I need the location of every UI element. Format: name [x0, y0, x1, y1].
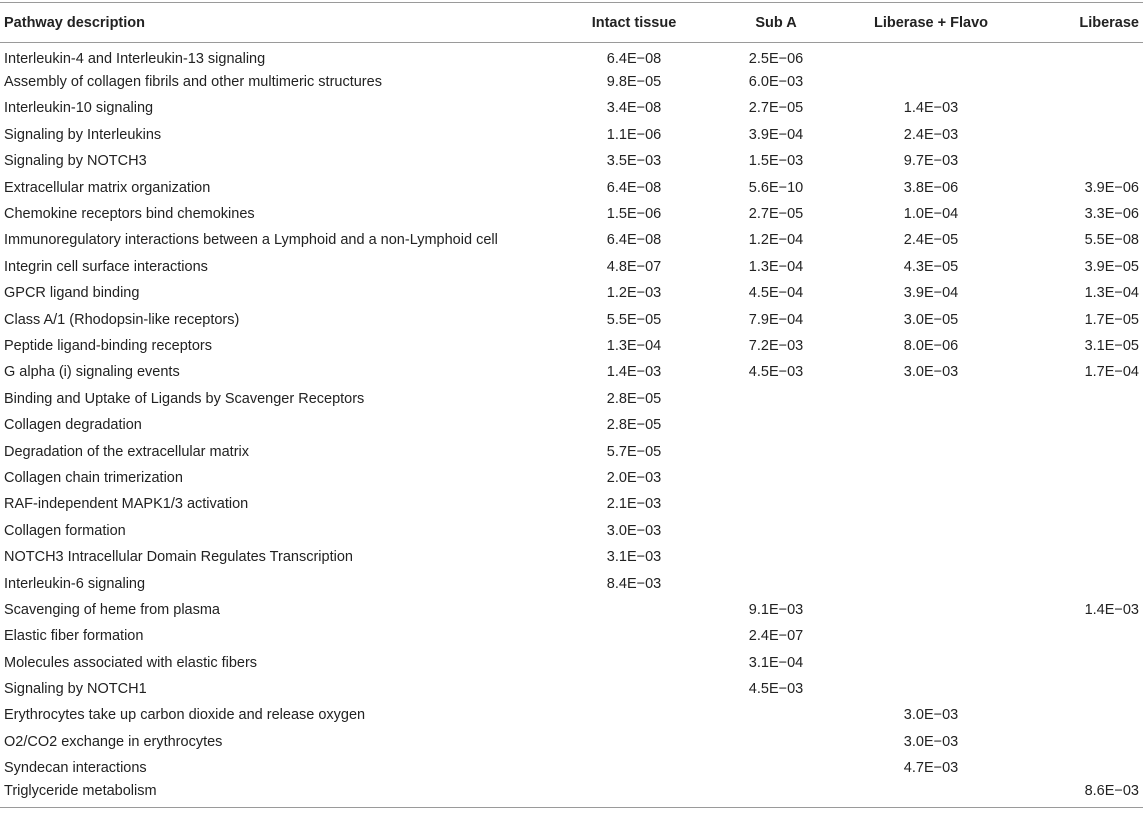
- cell-sub-a: [720, 438, 868, 464]
- table-row: [0, 465, 1143, 491]
- cell-pathway-description: Interleukin-10 signaling: [4, 100, 154, 117]
- cell-liberase-flavo: 3.9E−04: [903, 285, 959, 302]
- table-row: [0, 227, 1143, 253]
- cell-sub-a: 5.6E−10: [748, 179, 804, 196]
- cell-pathway-description: Integrin cell surface interactions: [4, 258, 208, 275]
- header-liberase: Liberase: [1020, 3, 1143, 43]
- table-row: [0, 43, 1143, 69]
- cell-sub-a: 4.5E−03: [748, 364, 804, 381]
- cell-intact-tissue: 5.5E−05: [606, 311, 662, 328]
- cell-sub-a: [720, 386, 868, 412]
- cell-pathway-description: Signaling by NOTCH1: [4, 681, 147, 698]
- cell-pathway-description: Collagen degradation: [4, 417, 142, 434]
- cell-liberase: 3.9E−05: [1084, 258, 1139, 275]
- header-intact-tissue: Intact tissue: [572, 3, 720, 43]
- header-row: [0, 3, 1143, 43]
- table-row: [0, 306, 1143, 332]
- header-pathway-description: Pathway description: [0, 3, 572, 43]
- cell-intact-tissue: 3.0E−03: [606, 522, 662, 539]
- cell-intact-tissue: 6.4E−08: [606, 179, 662, 196]
- cell-intact-tissue: [572, 702, 720, 728]
- cell-intact-tissue: 6.4E−08: [606, 50, 662, 67]
- cell-intact-tissue: [572, 755, 720, 781]
- cell-liberase-flavo: 3.0E−05: [903, 311, 959, 328]
- cell-liberase: 3.1E−05: [1084, 337, 1139, 354]
- cell-pathway-description: Elastic fiber formation: [4, 628, 144, 645]
- cell-pathway-description: O2/CO2 exchange in erythrocytes: [4, 733, 223, 750]
- cell-pathway-description: Immunoregulatory interactions between a Lymphoid and a non-Lymphoid cell: [4, 232, 498, 249]
- cell-liberase: [1020, 491, 1143, 517]
- cell-sub-a: [720, 491, 868, 517]
- cell-liberase-flavo: [868, 570, 1020, 596]
- cell-sub-a: [720, 755, 868, 781]
- table-row: [0, 781, 1143, 807]
- cell-intact-tissue: 3.4E−08: [606, 100, 662, 117]
- cell-liberase-flavo: [868, 412, 1020, 438]
- table-row: [0, 597, 1143, 623]
- cell-liberase: 1.3E−04: [1084, 285, 1139, 302]
- cell-liberase: [1020, 649, 1143, 675]
- table-row: [0, 518, 1143, 544]
- cell-sub-a: [720, 544, 868, 570]
- cell-liberase-flavo: [868, 465, 1020, 491]
- cell-intact-tissue: 6.4E−08: [606, 232, 662, 249]
- cell-liberase-flavo: [868, 781, 1020, 807]
- cell-liberase: [1020, 148, 1143, 174]
- cell-intact-tissue: [572, 649, 720, 675]
- cell-liberase-flavo: [868, 676, 1020, 702]
- cell-sub-a: 7.2E−03: [748, 337, 804, 354]
- table-row: [0, 122, 1143, 148]
- cell-intact-tissue: 1.2E−03: [606, 285, 662, 302]
- cell-sub-a: 2.5E−06: [748, 50, 804, 67]
- cell-liberase-flavo: 4.3E−05: [903, 258, 959, 275]
- cell-pathway-description: Chemokine receptors bind chemokines: [4, 206, 255, 223]
- cell-pathway-description: Collagen formation: [4, 522, 126, 539]
- cell-pathway-description: NOTCH3 Intracellular Domain Regulates Transcription: [4, 549, 353, 566]
- table-row: [0, 359, 1143, 385]
- cell-pathway-description: Peptide ligand-binding receptors: [4, 337, 212, 354]
- cell-liberase-flavo: 1.0E−04: [903, 206, 959, 223]
- cell-intact-tissue: 2.0E−03: [606, 469, 662, 486]
- header-liberase-flavo: Liberase + Flavo: [868, 3, 1020, 43]
- cell-liberase: [1020, 122, 1143, 148]
- cell-liberase-flavo: [868, 623, 1020, 649]
- table-row: [0, 148, 1143, 174]
- cell-liberase: 1.7E−05: [1084, 311, 1139, 328]
- table-row: [0, 174, 1143, 200]
- cell-sub-a: [720, 518, 868, 544]
- cell-intact-tissue: [572, 597, 720, 623]
- cell-intact-tissue: 3.5E−03: [606, 153, 662, 170]
- cell-liberase: [1020, 412, 1143, 438]
- cell-intact-tissue: 1.3E−04: [606, 337, 662, 354]
- cell-liberase: [1020, 465, 1143, 491]
- cell-sub-a: 2.7E−05: [748, 100, 804, 117]
- table-row: [0, 755, 1143, 781]
- cell-liberase-flavo: 9.7E−03: [903, 153, 959, 170]
- cell-liberase-flavo: [868, 649, 1020, 675]
- cell-liberase-flavo: [868, 491, 1020, 517]
- cell-liberase-flavo: 2.4E−05: [903, 232, 959, 249]
- cell-intact-tissue: 1.4E−03: [606, 364, 662, 381]
- cell-sub-a: 7.9E−04: [748, 311, 804, 328]
- cell-pathway-description: Scavenging of heme from plasma: [4, 601, 220, 618]
- cell-sub-a: 3.9E−04: [748, 126, 804, 143]
- cell-sub-a: 1.5E−03: [748, 153, 804, 170]
- cell-intact-tissue: 2.1E−03: [606, 496, 662, 513]
- cell-liberase: 3.3E−06: [1084, 206, 1139, 223]
- cell-pathway-description: RAF-independent MAPK1/3 activation: [4, 496, 249, 513]
- cell-pathway-description: Erythrocytes take up carbon dioxide and release oxygen: [4, 707, 366, 724]
- cell-sub-a: 4.5E−04: [748, 285, 804, 302]
- table-row: [0, 649, 1143, 675]
- table-row: [0, 412, 1143, 438]
- table-row: [0, 333, 1143, 359]
- cell-liberase-flavo: 4.7E−03: [903, 760, 959, 777]
- cell-liberase-flavo: 8.0E−06: [903, 337, 959, 354]
- cell-pathway-description: Interleukin-4 and Interleukin-13 signaling: [4, 50, 266, 67]
- table-row: [0, 702, 1143, 728]
- cell-intact-tissue: 2.8E−05: [606, 417, 662, 434]
- table-body: [0, 43, 1143, 808]
- cell-intact-tissue: 1.5E−06: [606, 206, 662, 223]
- cell-liberase-flavo: 3.0E−03: [903, 707, 959, 724]
- table-row: [0, 386, 1143, 412]
- cell-liberase: 3.9E−06: [1084, 179, 1139, 196]
- cell-intact-tissue: 5.7E−05: [606, 443, 662, 460]
- cell-liberase-flavo: 3.0E−03: [903, 364, 959, 381]
- cell-liberase: [1020, 729, 1143, 755]
- cell-pathway-description: G alpha (i) signaling events: [4, 364, 180, 381]
- cell-liberase-flavo: [868, 386, 1020, 412]
- cell-pathway-description: Collagen chain trimerization: [4, 469, 183, 486]
- cell-liberase: 8.6E−03: [1020, 781, 1143, 807]
- cell-liberase: [1020, 386, 1143, 412]
- table-row: [0, 676, 1143, 702]
- cell-pathway-description: Extracellular matrix organization: [4, 179, 211, 196]
- cell-sub-a: 6.0E−03: [748, 74, 804, 91]
- cell-liberase-flavo: 3.0E−03: [903, 733, 959, 750]
- table-header: [0, 3, 1143, 43]
- cell-sub-a: 2.7E−05: [748, 206, 804, 223]
- cell-intact-tissue: [572, 676, 720, 702]
- cell-liberase: [1020, 702, 1143, 728]
- table-row: [0, 570, 1143, 596]
- cell-liberase-flavo: [868, 43, 1020, 69]
- cell-liberase: [1020, 518, 1143, 544]
- cell-liberase: [1020, 623, 1143, 649]
- cell-liberase-flavo: [868, 438, 1020, 464]
- cell-intact-tissue: 1.1E−06: [606, 126, 662, 143]
- cell-intact-tissue: 3.1E−03: [606, 549, 662, 566]
- table-row: [0, 544, 1143, 570]
- table-row: [0, 69, 1143, 95]
- cell-pathway-description: Syndecan interactions: [4, 760, 147, 777]
- cell-liberase: [1020, 570, 1143, 596]
- cell-pathway-description: Molecules associated with elastic fibers: [4, 654, 258, 671]
- cell-pathway-description: Binding and Uptake of Ligands by Scavenger Receptors: [4, 390, 365, 407]
- cell-intact-tissue: 2.8E−05: [606, 390, 662, 407]
- cell-sub-a: 3.1E−04: [748, 654, 804, 671]
- cell-liberase: [1020, 755, 1143, 781]
- cell-liberase-flavo: 3.8E−06: [903, 179, 959, 196]
- table-row: [0, 623, 1143, 649]
- table-row: [0, 201, 1143, 227]
- cell-pathway-description: Assembly of collagen fibrils and other multimeric structures: [4, 74, 382, 91]
- table-row: [0, 491, 1143, 517]
- cell-intact-tissue: [572, 781, 720, 807]
- cell-intact-tissue: 9.8E−05: [606, 74, 662, 91]
- cell-liberase: 1.4E−03: [1084, 601, 1139, 618]
- cell-liberase: 5.5E−08: [1084, 232, 1139, 249]
- cell-sub-a: 1.3E−04: [748, 258, 804, 275]
- cell-liberase: [1020, 438, 1143, 464]
- cell-intact-tissue: 8.4E−03: [606, 575, 662, 592]
- cell-pathway-description: Degradation of the extracellular matrix: [4, 443, 250, 460]
- table-row: [0, 729, 1143, 755]
- cell-intact-tissue: [572, 729, 720, 755]
- cell-liberase: [1020, 95, 1143, 121]
- cell-sub-a: 4.5E−03: [748, 681, 804, 698]
- header-sub-a: Sub A: [720, 3, 868, 43]
- cell-liberase: [1020, 544, 1143, 570]
- cell-liberase-flavo: [868, 544, 1020, 570]
- cell-sub-a: 9.1E−03: [748, 601, 804, 618]
- cell-liberase: [1020, 676, 1143, 702]
- cell-sub-a: [720, 729, 868, 755]
- cell-pathway-description: Triglyceride metabolism: [0, 781, 572, 807]
- cell-liberase-flavo: [868, 597, 1020, 623]
- cell-pathway-description: Signaling by NOTCH3: [4, 153, 147, 170]
- cell-pathway-description: GPCR ligand binding: [4, 285, 140, 302]
- cell-pathway-description: Class A/1 (Rhodopsin-like receptors): [4, 311, 240, 328]
- cell-liberase-flavo: 1.4E−03: [903, 100, 959, 117]
- cell-sub-a: [720, 781, 868, 807]
- cell-sub-a: [720, 412, 868, 438]
- cell-liberase: [1020, 43, 1143, 69]
- cell-sub-a: [720, 570, 868, 596]
- cell-sub-a: [720, 702, 868, 728]
- cell-pathway-description: Signaling by Interleukins: [4, 126, 162, 143]
- cell-liberase: 1.7E−04: [1084, 364, 1139, 381]
- cell-intact-tissue: [572, 623, 720, 649]
- cell-pathway-description: Interleukin-6 signaling: [4, 575, 146, 592]
- cell-sub-a: [720, 465, 868, 491]
- cell-liberase-flavo: [868, 69, 1020, 95]
- cell-liberase: [1020, 69, 1143, 95]
- cell-sub-a: 1.2E−04: [748, 232, 804, 249]
- cell-sub-a: 2.4E−07: [748, 628, 804, 645]
- cell-liberase-flavo: [868, 518, 1020, 544]
- table-row: [0, 438, 1143, 464]
- cell-intact-tissue: 4.8E−07: [606, 258, 662, 275]
- pathway-table: [0, 2, 1143, 808]
- table-row: [0, 280, 1143, 306]
- table-row: [0, 95, 1143, 121]
- table-row: [0, 254, 1143, 280]
- cell-liberase-flavo: 2.4E−03: [903, 126, 959, 143]
